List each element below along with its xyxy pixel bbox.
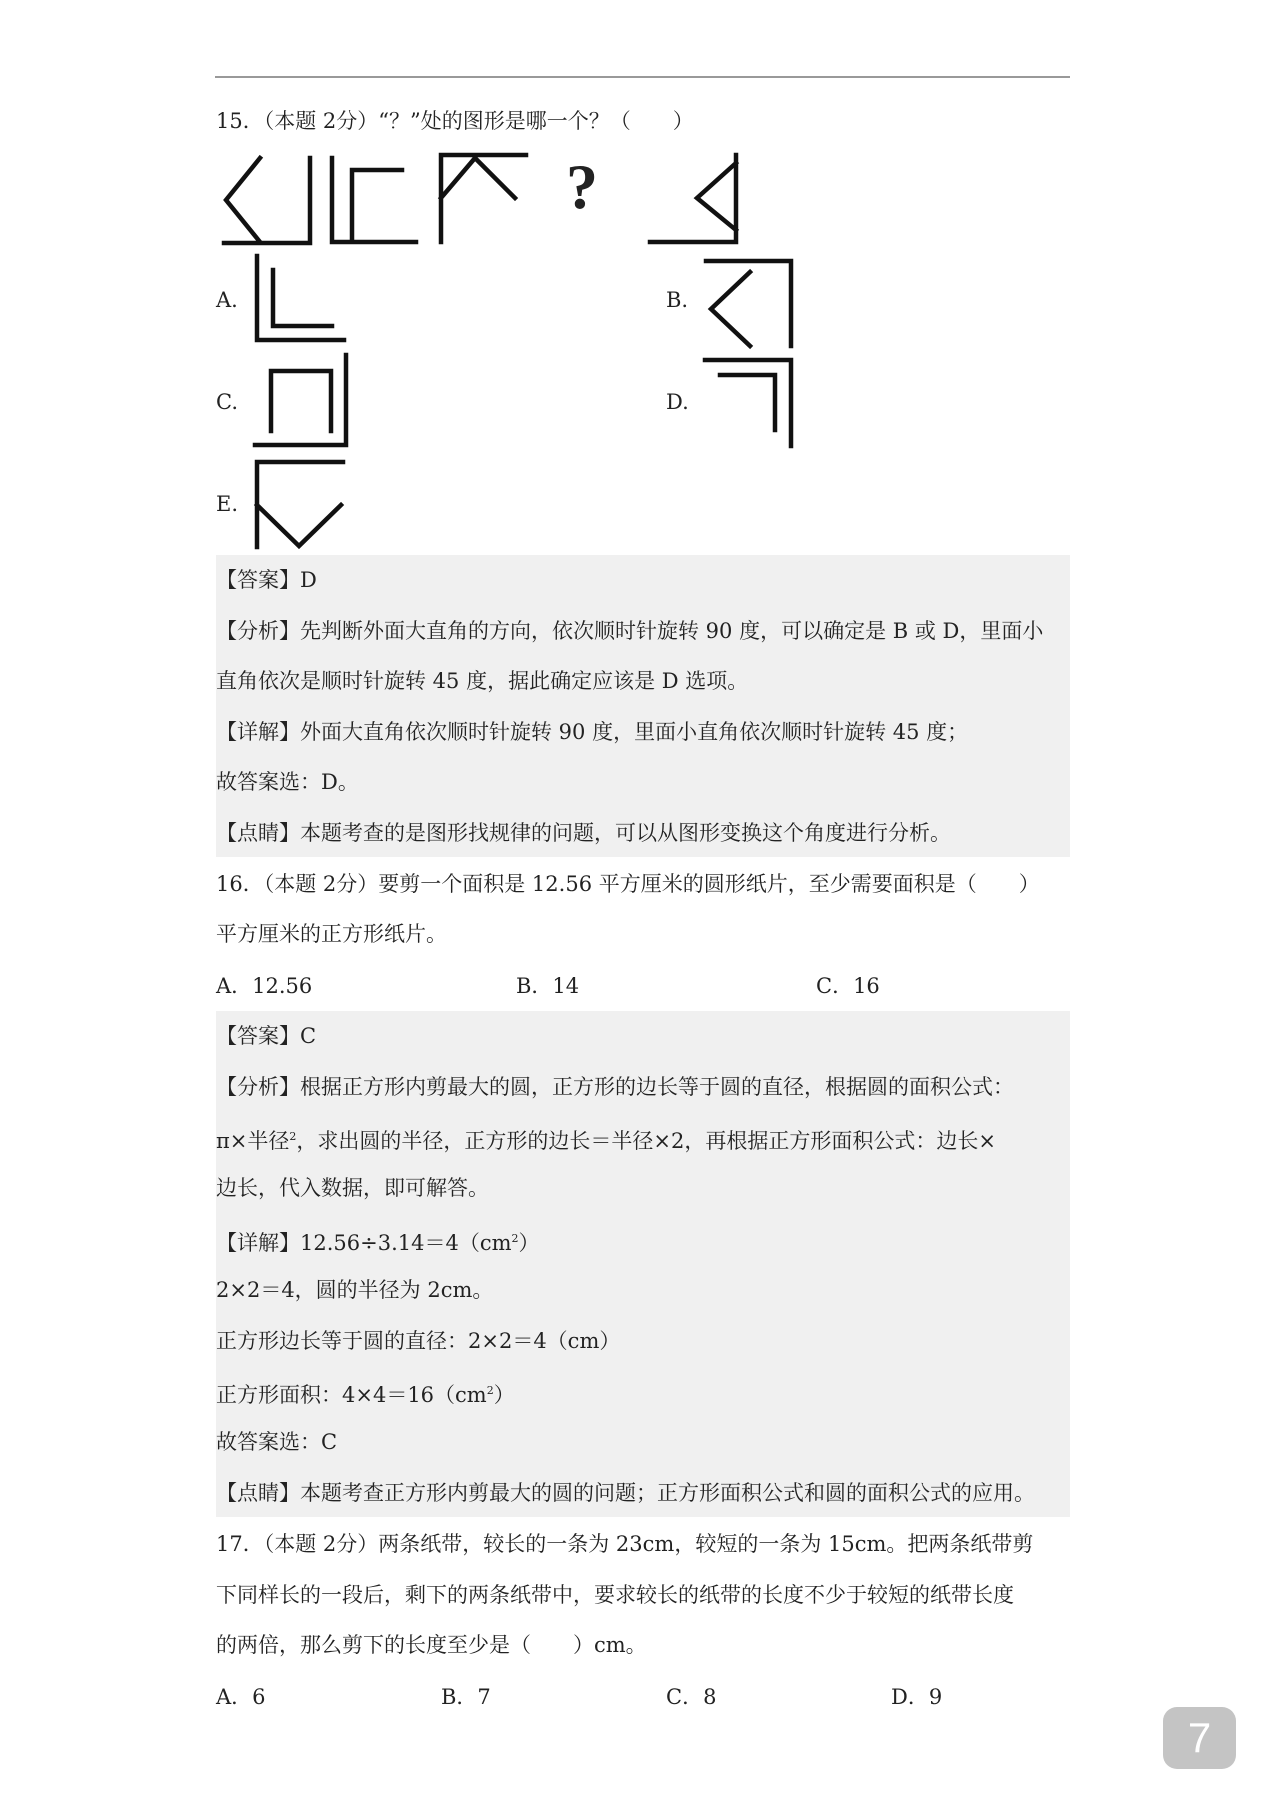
- q17-option-a[interactable]: A．6: [216, 1685, 266, 1709]
- q15-option-c[interactable]: C.: [216, 390, 238, 414]
- q16-option-b[interactable]: B．14: [516, 974, 580, 998]
- q15-detail: 【详解】外面大直角依次顺时针旋转 90 度，里面小直角依次顺时针旋转 45 度；: [216, 720, 969, 744]
- sequence-figure-3: [441, 155, 526, 242]
- q17-option-d[interactable]: D．9: [891, 1685, 943, 1709]
- q16-choice: 故答案选：C: [216, 1430, 338, 1454]
- q16-answer: 【答案】C: [216, 1024, 317, 1048]
- option-d-figure: [705, 360, 791, 446]
- sequence-figure-1: [224, 158, 310, 243]
- q15-analysis-line2: 直角依次是顺时针旋转 45 度，据此确定应该是 D 选项。: [216, 669, 749, 693]
- option-c-figure: [255, 355, 346, 445]
- q15-solution-box: [216, 555, 1070, 857]
- q15-option-e[interactable]: E.: [216, 492, 239, 516]
- q15-option-d[interactable]: D.: [666, 390, 689, 414]
- q16-detail-line1: 【详解】$12.56\div 3.14=4(cm^2)$: [216, 1231, 540, 1255]
- q17-stem-line1: 17．（本题 2分）两条纸带，较长的一条为 23cm，较短的一条为 15cm。把两条纸带剪: [216, 1532, 1034, 1556]
- q17-option-c[interactable]: C．8: [666, 1685, 717, 1709]
- q17-stem-line2: 下同样长的一段后，剩下的两条纸带中，要求较长的纸带的长度不少于较短的纸带长度: [216, 1583, 1014, 1607]
- q16-analysis-line1: 【分析】根据正方形内剪最大的圆，正方形的边长等于圆的直径，根据圆的面积公式：: [216, 1075, 1014, 1099]
- sequence-figure-5: [650, 155, 736, 242]
- q15-choice: 故答案选：D。: [216, 770, 359, 794]
- q15-answer: 【答案】D: [216, 568, 317, 592]
- q15-option-b[interactable]: B.: [666, 288, 689, 312]
- q16-analysis-line2: π×半径$^2$，求出圆的半径，正方形的边长＝半径×2，再根据正方形面积公式：边长×: [216, 1129, 996, 1153]
- q16-detail-line2: 2×2＝4，圆的半径为 2cm。: [216, 1278, 494, 1302]
- q16-option-c[interactable]: C．16: [816, 974, 880, 998]
- q16-stem-line1: 16．（本题 2分）要剪一个面积是 12.56 平方厘米的圆形纸片，至少需要面积是（ ）: [216, 872, 1040, 896]
- q16-detail-line3: 正方形边长等于圆的直径：2×2＝4（cm）: [216, 1329, 621, 1353]
- q16-comment: 【点睛】本题考查正方形内剪最大的圆的问题；正方形面积公式和圆的面积公式的应用。: [216, 1481, 1035, 1505]
- q17-stem-line3: 的两倍，那么剪下的长度至少是（ ）cm。: [216, 1633, 647, 1657]
- page-number-badge: 7: [1163, 1707, 1236, 1769]
- q16-detail-line4: 正方形面积：$4\times 4=16(cm^2)$: [216, 1383, 515, 1407]
- q16-analysis-line3: 边长，代入数据，即可解答。: [216, 1176, 489, 1200]
- q16-option-a[interactable]: A．12.56: [216, 974, 313, 998]
- q15-option-a[interactable]: A.: [216, 288, 238, 312]
- question-mark: ?: [566, 151, 598, 222]
- q15-stem: 15．（本题 2分）“？”处的图形是哪一个？（ ）: [216, 109, 694, 133]
- option-a-figure: [257, 256, 344, 340]
- option-b-figure: [706, 261, 791, 346]
- q15-analysis-line1: 【分析】先判断外面大直角的方向，依次顺时针旋转 90 度，可以确定是 B 或 D，里面小: [216, 619, 1044, 643]
- option-e-figure: [257, 462, 343, 547]
- q16-stem-line2: 平方厘米的正方形纸片。: [216, 922, 447, 946]
- q15-comment: 【点睛】本题考查的是图形找规律的问题，可以从图形变换这个角度进行分析。: [216, 821, 951, 845]
- q15-figures: [0, 0, 1280, 580]
- q17-option-b[interactable]: B．7: [441, 1685, 491, 1709]
- sequence-figure-2: [332, 158, 416, 242]
